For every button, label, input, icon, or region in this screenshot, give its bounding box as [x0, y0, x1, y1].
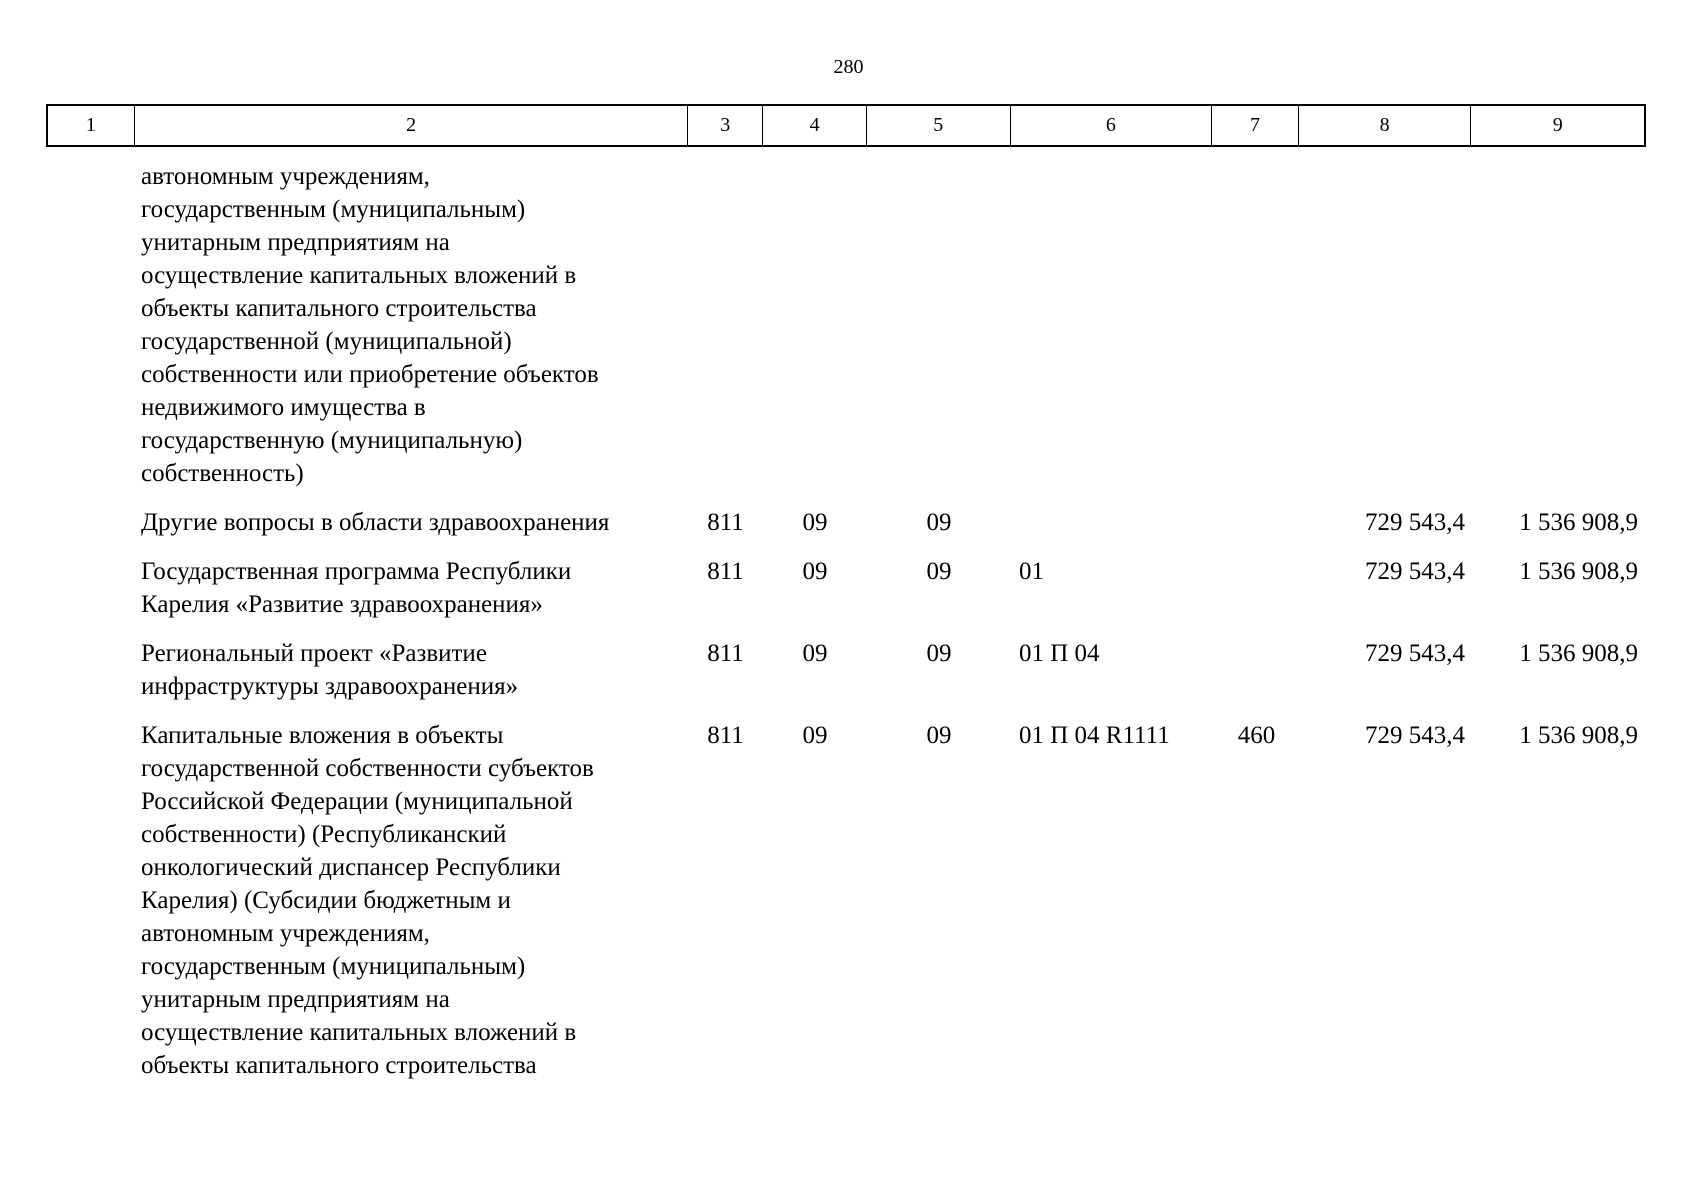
page-number: 280 [833, 56, 864, 78]
cell-col-5: 09 [926, 722, 952, 749]
cell-col-9: 1 536 908,9 [1519, 509, 1638, 536]
cell-col-9: 1 536 908,9 [1519, 722, 1638, 749]
cell-col-1 [46, 719, 133, 1082]
table-header [46, 104, 1646, 147]
cell-name: Капитальные вложения в объекты государственной собственности субъектов Российской Федерации (муниципальной собственности) (Республиканский онкологический диспансер Республики Карелия) (Субсидии бюджетным и автономным учреждениям, государственным (муниципальным) унитарным предприятиям на осуществление капитальных вложений в объекты капитального строительства [141, 722, 594, 1079]
cell-col-5: 09 [926, 509, 952, 536]
header-col-6: 6 [1011, 106, 1213, 145]
header-col-1: 1 [48, 106, 135, 145]
cell-name: Региональный проект «Развитие инфраструктуры здравоохранения» [141, 640, 519, 700]
cell-col-4: 09 [802, 640, 828, 667]
header-col-8: 8 [1299, 106, 1472, 145]
cell-col-5 [867, 160, 1011, 490]
table-body [46, 160, 1646, 1098]
cell-name: Другие вопросы в области здравоохранения [141, 509, 610, 536]
cell-col-5: 09 [926, 640, 952, 667]
header-col-3: 3 [688, 106, 763, 145]
cell-col-7: 460 [1237, 722, 1276, 749]
cell-col-4: 09 [802, 558, 828, 585]
cell-col-6 [1011, 160, 1213, 490]
header-col-9: 9 [1552, 114, 1563, 136]
cell-col-8: 729 543,4 [1365, 722, 1465, 749]
cell-col-7 [1213, 637, 1300, 703]
cell-col-1 [46, 555, 133, 621]
cell-name: Государственная программа Республики Карелия «Развитие здравоохранения» [141, 558, 572, 618]
cell-col-5: 09 [926, 558, 952, 585]
cell-col-8: 729 543,4 [1365, 558, 1465, 585]
cell-col-9: 1 536 908,9 [1519, 640, 1638, 667]
cell-col-4 [763, 160, 867, 490]
cell-col-4: 09 [802, 509, 828, 536]
cell-col-9 [1473, 160, 1646, 490]
cell-col-3: 811 [707, 722, 744, 749]
table-row [46, 506, 1646, 539]
cell-col-3: 811 [707, 558, 744, 585]
cell-col-7 [1213, 555, 1300, 621]
cell-col-3: 811 [707, 640, 744, 667]
cell-col-9: 1 536 908,9 [1519, 558, 1638, 585]
header-col-4: 4 [763, 106, 867, 145]
cell-col-3 [688, 160, 763, 490]
header-col-5: 5 [867, 106, 1011, 145]
cell-col-6 [1011, 506, 1213, 539]
cell-col-4: 09 [802, 722, 828, 749]
cell-col-1 [46, 637, 133, 703]
cell-col-8: 729 543,4 [1365, 509, 1465, 536]
cell-name: автономным учреждениям, государственным (муниципальным) унитарным предприятиям на осуществление капитальных вложений в объекты капитального строительства государственной (муниципальной) собственности или приобретение объектов недвижимого имущества в государственную (муниципальную) собственность) [141, 163, 599, 487]
cell-col-6: 01 П 04 R1111 [1019, 722, 1170, 749]
cell-col-7 [1213, 160, 1300, 490]
cell-col-3: 811 [707, 509, 744, 536]
cell-col-6: 01 [1019, 558, 1044, 585]
header-col-7: 7 [1212, 106, 1299, 145]
table-row [46, 637, 1646, 703]
cell-col-1 [46, 160, 133, 490]
cell-col-8 [1300, 160, 1473, 490]
cell-col-6: 01 П 04 [1019, 640, 1100, 667]
table-row [46, 719, 1646, 1082]
header-col-2: 2 [135, 106, 689, 145]
table-row [46, 160, 1646, 490]
cell-col-7 [1213, 506, 1300, 539]
table-row [46, 555, 1646, 621]
cell-col-8: 729 543,4 [1365, 640, 1465, 667]
cell-col-1 [46, 506, 133, 539]
